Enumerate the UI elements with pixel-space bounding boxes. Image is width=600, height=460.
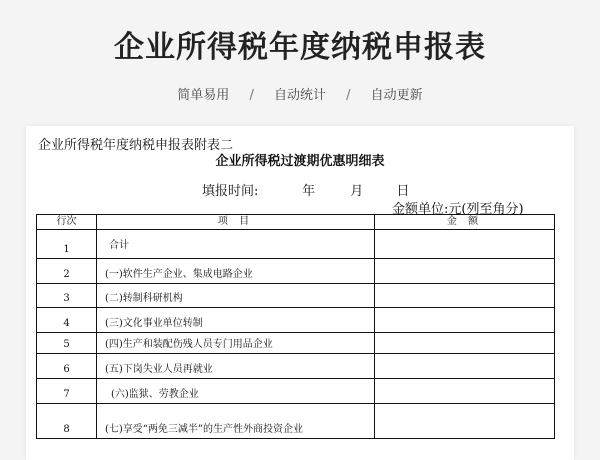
table-row [37,379,555,404]
row-number: 7 [63,389,70,400]
amount-cell[interactable] [375,404,555,438]
document-title: 企业所得税过渡期优惠明细表 [215,154,385,169]
tag-separator: / [346,88,351,103]
row-item: (一)软件生产企业、集成电路企业 [105,269,253,280]
detail-table [36,214,555,439]
row-item: (二)转制科研机构 [105,293,183,304]
table-row [37,259,555,284]
table-row [37,354,555,379]
amount-cell[interactable] [375,333,555,353]
tag-easy-to-use: 简单易用 [177,88,230,103]
table-row [37,333,555,354]
row-number: 5 [63,339,70,350]
row-item: (四)生产和装配伤残人员专门用品企业 [105,339,273,350]
row-item: (七)享受“两免三减半”的生产性外商投资企业 [105,424,304,435]
year-label: 年 [302,184,316,199]
column-header-row-no: 行次 [37,215,97,229]
table-header-row [37,215,555,230]
row-number: 3 [63,293,70,304]
tag-auto-statistics: 自动统计 [273,88,326,103]
attachment-label: 企业所得税年度纳税申报表附表二 [38,138,234,153]
row-number: 8 [63,424,70,435]
amount-cell[interactable] [375,284,555,307]
amount-cell[interactable] [375,379,555,403]
row-number: 6 [63,364,70,375]
row-number: 2 [63,269,70,280]
feature-tagline [0,84,600,103]
row-item: (六)监狱、劳教企业 [111,389,199,400]
row-item: (五)下岗失业人员再就业 [105,364,213,375]
day-label: 日 [396,184,410,199]
column-header-amount: 金 额 [375,215,555,229]
amount-cell[interactable] [375,230,555,258]
amount-cell[interactable] [375,308,555,332]
row-item: (三)文化事业单位转制 [105,318,203,329]
page-title: 企业所得税年度纳税申报表 [114,30,486,65]
amount-cell[interactable] [375,354,555,378]
table-row [37,404,555,439]
fill-time-label: 填报时间: [202,184,259,199]
column-header-item: 项 目 [97,215,375,229]
table-row [37,308,555,333]
table-row [37,284,555,308]
tag-auto-update: 自动更新 [370,88,423,103]
month-label: 月 [350,184,364,199]
fill-time-line [202,180,409,199]
tag-separator: / [249,88,254,103]
amount-cell[interactable] [375,259,555,283]
row-number: 1 [63,244,70,255]
document-sheet [26,126,574,460]
amount-unit-label: 金额单位:元(列至角分) [392,202,524,217]
row-number: 4 [63,318,70,329]
table-row [37,230,555,259]
row-item: 合计 [109,240,129,251]
